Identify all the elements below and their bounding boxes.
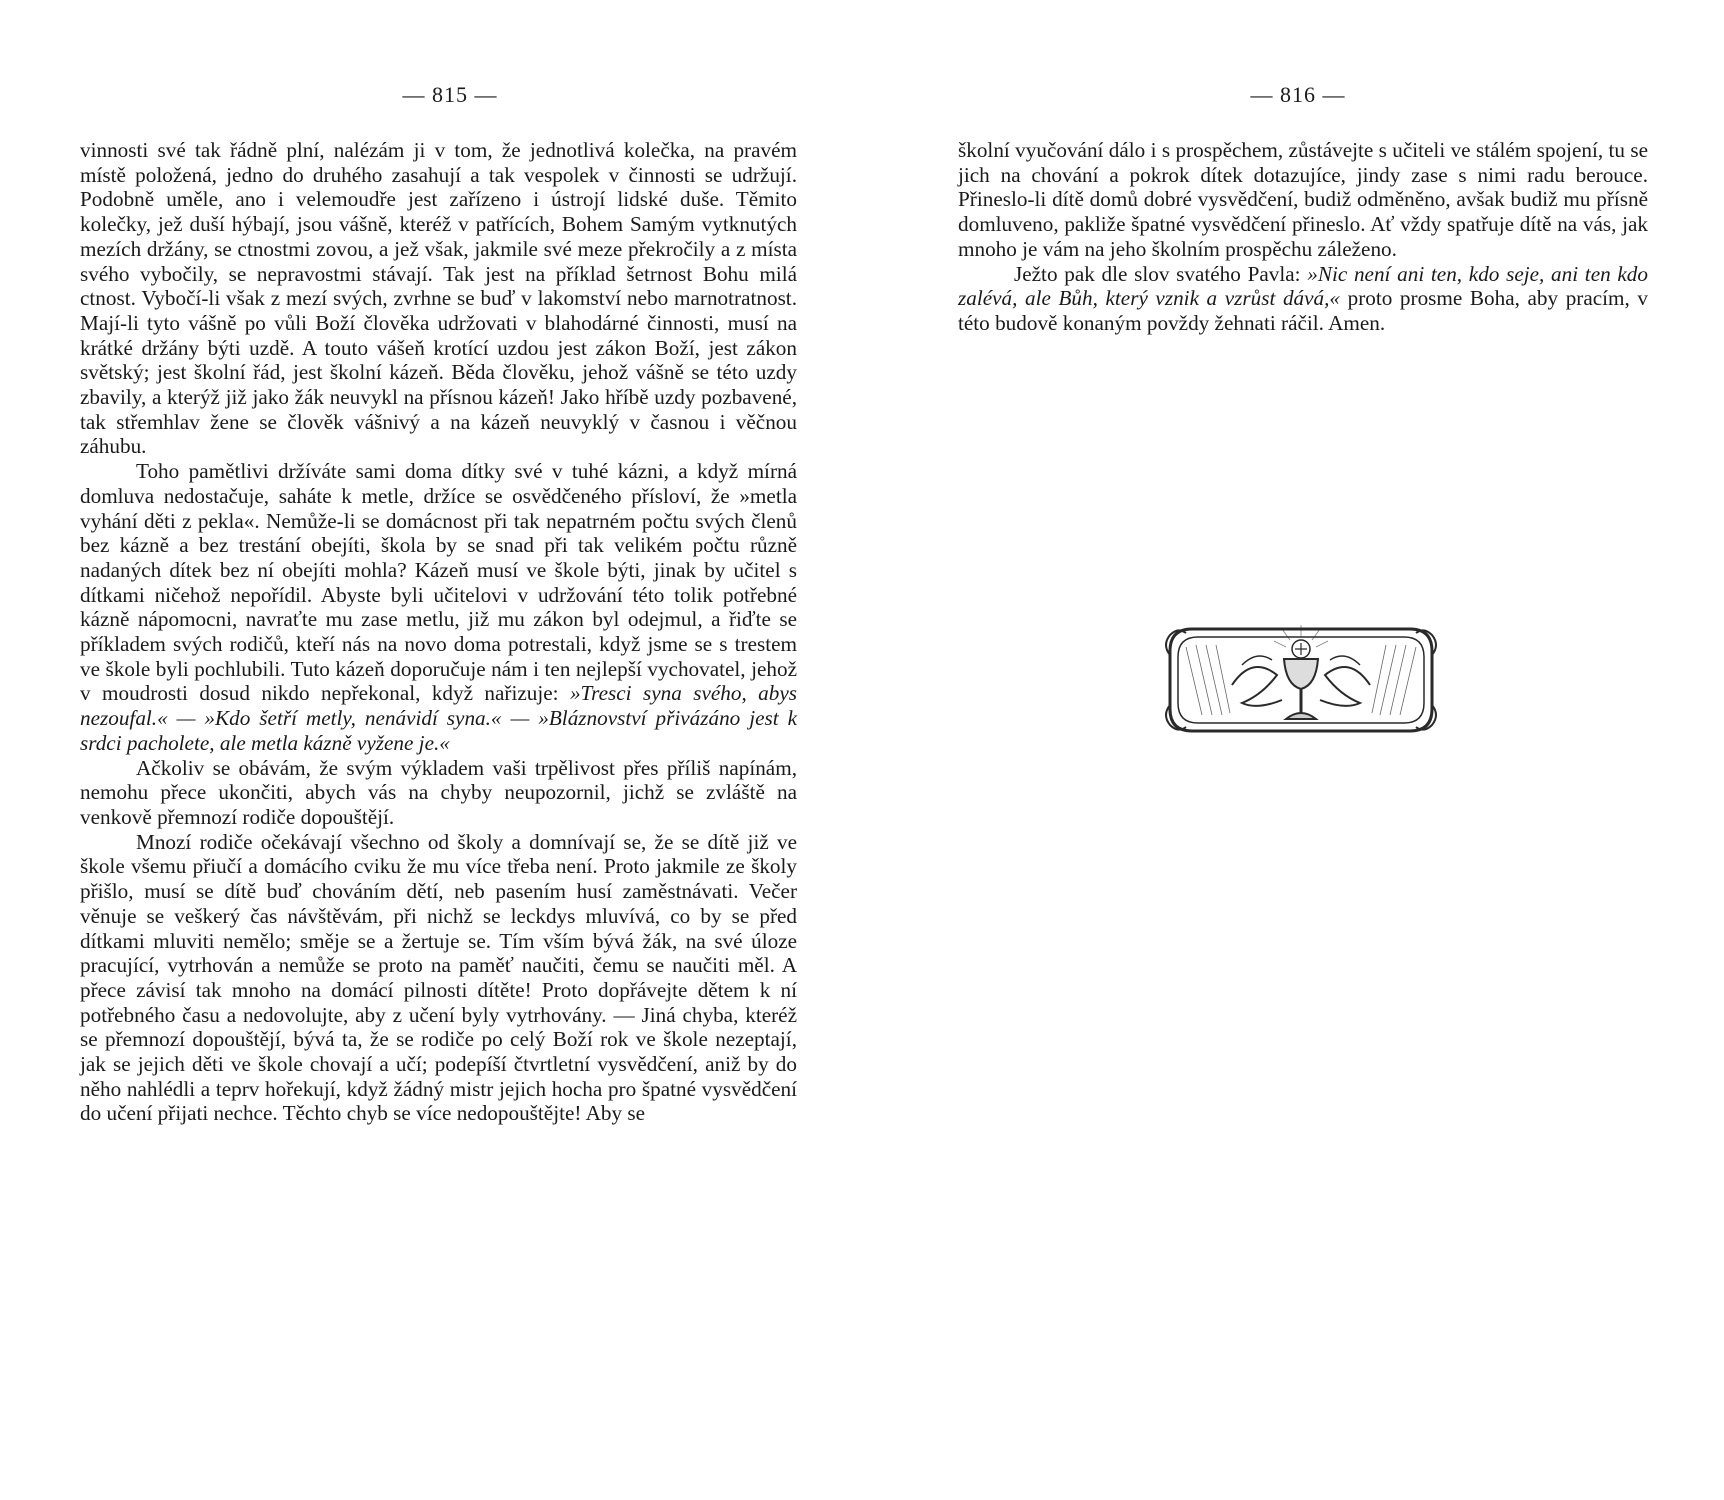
paragraph-text: Toho pamětlivi držíváte sami doma dítky své v tuhé kázni, a když mírná domluva nedostačuje, saháte k metle, držíce se osvědčeného přísloví, že »metla vyhání děti z pekla«. Nemůže-li se domácnost při tak nepatrném počtu svých členů bez kázně a bez trestání obejíti, škola by se snad při tak velikém počtu různě nadaných dítek bez ní obejíti mohla? Kázeň musí ve škole býti, jinak by učitel s dítkami ničehož nepořídil. Abyste byli učitelovi v udržování této tolik potřebné kázně nápomocni, navraťte mu zase metlu, již mu zákon byl odejmul, a řiďte se příkladem svých rodičů, kteří nás na novo doma potrestali, když jsme se s trestem ve škole byli pochlubili. Tuto kázeň doporučuje nám i ten nejlepší vychovatel, jehož v moudrosti dosud nikdo nepřekonal, když nařizuje: (80, 459, 797, 706)
paragraph: vinnosti své tak řádně plní, nalézám ji v tom, že jednotlivá kolečka, na pravém místě položená, jedno do druhého zasahují a tak vespolek v činnosti se udržují. Podobně uměle, ano i velemoudře jest zařízeno i ústrojí lidské duše. Těmito kolečky, jež duší hýbají, jsou vášně, kteréž v patřících, Bohem Samým vytknutých mezích držány, se ctnostmi zovou, a jež však, jakmile své meze překročily a z místa svého vybočily, se nepravostmi stávají. Tak jest na příklad šetrnost Bohu milá ctnost. Vybočí-li však z mezí svých, zvrhne se buď v lakomství nebo marnotratnost. Mají-li tyto vášně po vůli Boží člověka udržovati v blahodárné činnosti, musí na krátké držány býti uzdě. A touto vášeň krotící uzdou jest zákon Boží, jest zákon světský; jest školní řád, jest školní kázeň. Běda člověku, jehož vášně se této uzdy zbavily, a kterýž již jako žák neuvykl na přísnou kázeň! Jako hříbě uzdy pozbavené, tak střemhlav žene se člověk vášnivý a na kázeň neuvyklý v časnou i věčnou záhubu. (80, 138, 797, 459)
left-page-text (80, 138, 797, 1126)
paragraph-text: Ježto pak dle slov svatého Pavla: (1014, 261, 1301, 286)
paragraph: Ačkoliv se obávám, že svým výkladem vaši trpělivost přes příliš napínám, nemohu přece ukončiti, abych vás na chyby neupozornil, jichž se zvláště na venkově přemnozí rodiče dopouštějí. (80, 755, 797, 829)
paragraph: školní vyučování dálo i s prospěchem, zůstávejte s učiteli ve stálém spojení, tu se jich na chování a pokrok dítek dotazujíce, jindy zase s nimi radu berouce. Přineslo-li dítě domů dobré vysvědčení, budiž odměněno, avšak budiž mu přísně domluveno, pakliže špatné vysvědčení přineslo. Ať vždy spatřuje dítě na vás, jak mnoho je vám na jeho školním prospěchu záleženo. (958, 138, 1648, 261)
right-page-text (958, 138, 1648, 336)
scripture-quote: »Tresci syna svého, abys nezoufal.« — »Kdo šetří metly, nenávidí syna.« — »Bláznovství přivázáno jest k srdci pacholete, ale metla kázně vyžene je.« (80, 681, 797, 755)
paragraph: Mnozí rodiče očekávají všechno od školy a domnívají se, že se dítě již ve škole všemu přiučí a domácího cviku že mu více třeba není. Proto jakmile ze školy přišlo, musí se dítě buď chováním dětí, neb pasením husí zaměstnávati. Večer věnuje se veškerý čas návštěvám, při nichž se leckdys mluvívá, co by se před dítkami mluviti nemělo; směje se a žertuje se. Tím vším bývá žák, na své úloze pracující, vytrhován a nemůže se proto na paměť naučiti, čemu se naučiti měl. A přece závisí tak mnoho na domácí pilnosti dítěte! Proto dopřávejte dětem k ní potřebného času a nedovolujte, aby z učení byly vytrhovány. — Jiná chyba, kteréž se přemnozí dopouštějí, bývá ta, že se rodiče po celý Boží rok ve škole nezeptají, jak se jejich děti ve škole chovají a učí; podepíší čtvrtletní vysvědčení, aniž by do něho nahlédli a teprv hořekují, když žádný mistr jejich hocha pro špatné vysvědčení do učení přijati nechce. Těchto chyb se více nedopouštějte! Aby se (80, 829, 797, 1126)
chalice-ornament-icon (1162, 615, 1440, 745)
page-number-right: — 816 — (1250, 82, 1346, 107)
scripture-quote: »Nic není ani ten, kdo seje, ani ten kdo zalévá, ale Bůh, který vznik a vzrůst dává,« (958, 261, 1648, 311)
paragraph-text: proto prosme Boha, aby pracím, v této budově konaným povždy žehnati ráčil. Amen. (958, 286, 1648, 335)
paragraph (958, 262, 1648, 336)
paragraph (80, 459, 797, 755)
page-number-left: — 815 — (402, 82, 498, 107)
